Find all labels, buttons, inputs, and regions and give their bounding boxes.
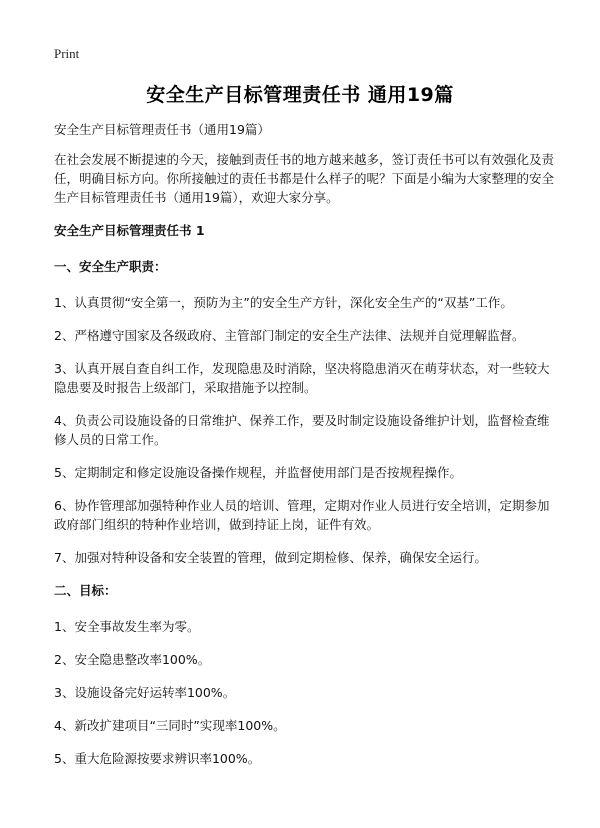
subtitle: 安全生产目标管理责任书（通用19篇）: [54, 122, 270, 137]
target-item-4: 4、新改扩建项目“三同时”实现率100%。: [54, 718, 286, 733]
duty-item-3: 3、认真开展自查自纠工作，发现隐患及时消除，坚决将隐患消灭在萌芽状态，对一些较大隐患要及时报告上级部门，采取措施予以控制。: [54, 361, 550, 395]
target-item-1: 1、安全事故发生率为零。: [54, 619, 200, 634]
target-item-5: 5、重大危险源按要求辨识率100%。: [54, 751, 261, 766]
target-item-3: 3、设施设备完好运转率100%。: [54, 685, 236, 700]
section-title: 安全生产目标管理责任书 1: [54, 223, 205, 238]
duty-item-7: 7、加强对特种设备和安全装置的管理，做到定期检修、保养，确保安全运行。: [54, 550, 487, 565]
targets-heading: 二、目标：: [54, 583, 117, 598]
duty-item-2: 2、严格遵守国家及各级政府、主管部门制定的安全生产法律、法规并自觉理解监督。: [54, 328, 525, 343]
print-label: Print: [54, 46, 80, 61]
document-body: [54, 120, 554, 782]
duties-heading: 一、安全生产职责：: [54, 259, 167, 274]
intro-paragraph: 在社会发展不断提速的今天，接触到责任书的地方越来越多，签订责任书可以有效强化及责任，明确目标方向。你所接触过的责任书都是什么样子的呢？下面是小编为大家整理的安全生产目标管理责任书（通用19篇），欢迎大家分享。: [54, 152, 555, 205]
duty-item-6: 6、协作管理部加强特种作业人员的培训、管理，定期对作业人员进行安全培训，定期参加政府部门组织的特种作业培训，做到持证上岗，证件有效。: [54, 498, 550, 532]
duty-item-5: 5、定期制定和修定设施设备操作规程，并监督使用部门是否按规程操作。: [54, 465, 462, 480]
duty-item-4: 4、负责公司设施设备的日常维护、保养工作，要及时制定设施设备维护计划，监督检查维修人员的日常工作。: [54, 413, 550, 447]
duty-item-1: 1、认真贯彻“安全第一，预防为主”的安全生产方针，深化安全生产的“双基”工作。: [54, 295, 513, 310]
target-item-2: 2、安全隐患整改率100%。: [54, 652, 211, 667]
page-title: 安全生产目标管理责任书 通用19篇: [146, 84, 454, 106]
